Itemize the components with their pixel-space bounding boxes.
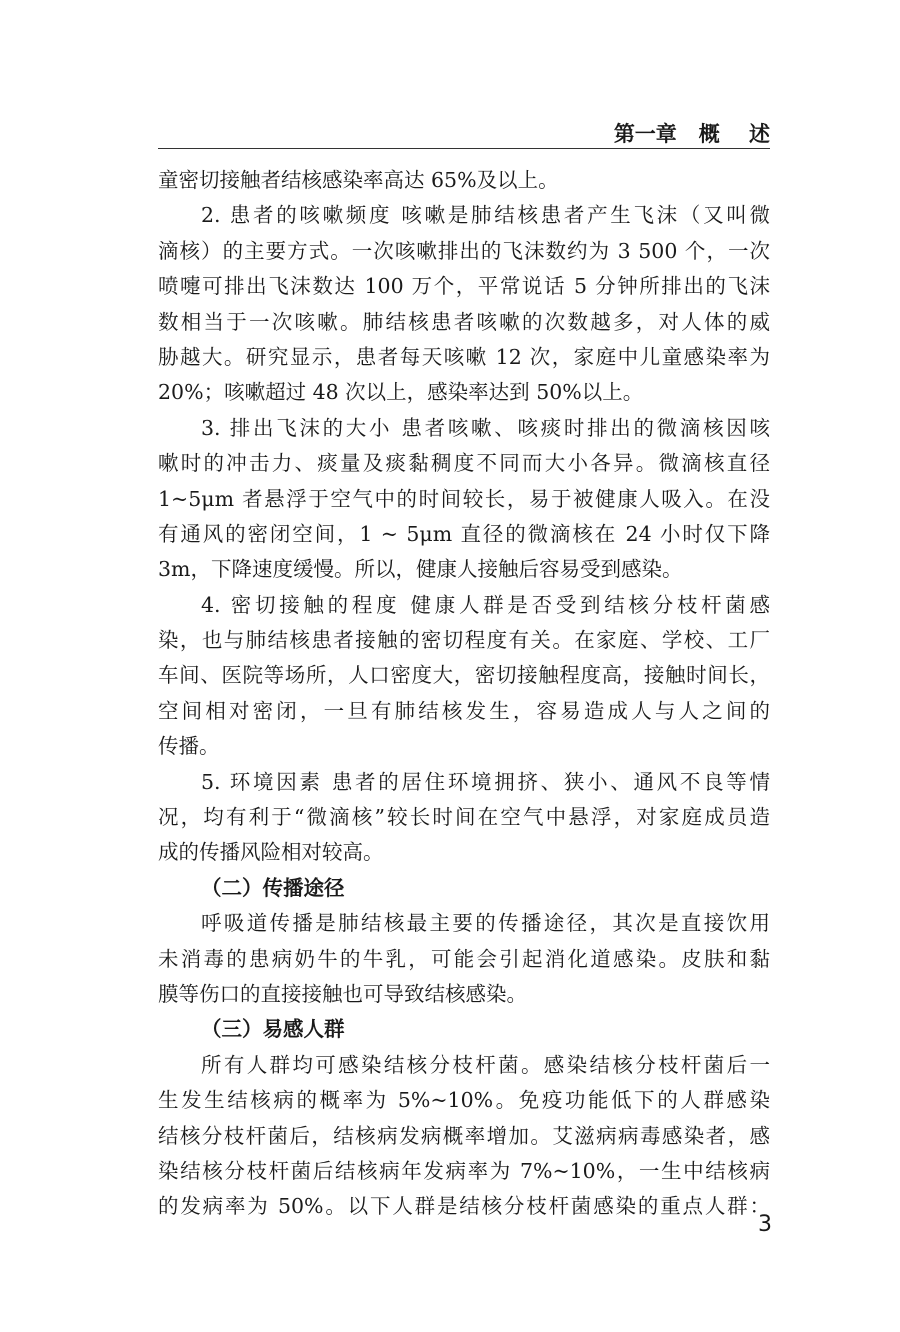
text-line: 有通风的密闭空间，1 ~ 5μm 直径的微滴核在 24 小时仅下降 — [158, 521, 770, 546]
running-header — [158, 112, 770, 149]
text-line: 的发病率为 50%。以下人群是结核分枝杆菌感染的重点人群： — [158, 1194, 770, 1219]
section-heading: （二）传播途径 — [201, 875, 345, 900]
text-line: 数相当于一次咳嗽。肺结核患者咳嗽的次数越多，对人体的威 — [158, 309, 770, 334]
text-line: 5. 环境因素 患者的居住环境拥挤、狭小、通风不良等情 — [201, 769, 770, 794]
text-line: 染，也与肺结核患者接触的密切程度有关。在家庭、学校、工厂 — [158, 628, 770, 653]
text-line: 4. 密切接触的程度 健康人群是否受到结核分枝杆菌感 — [201, 592, 770, 617]
text-line: 3. 排出飞沫的大小 患者咳嗽、咳痰时排出的微滴核因咳 — [201, 415, 770, 440]
text-line: 成的传播风险相对较高。 — [158, 840, 384, 865]
text-line: 车间、医院等场所，人口密度大，密切接触程度高，接触时间长， — [158, 663, 770, 688]
text-line: 2. 患者的咳嗽频度 咳嗽是肺结核患者产生飞沫（又叫微 — [201, 203, 770, 228]
text-line: 20%；咳嗽超过 48 次以上，感染率达到 50%以上。 — [158, 380, 644, 405]
text-line: 生发生结核病的概率为 5%~10%。免疫功能低下的人群感染 — [158, 1088, 770, 1113]
text-line: 呼吸道传播是肺结核最主要的传播途径，其次是直接饮用 — [201, 911, 770, 936]
text-line: 童密切接触者结核感染率高达 65%及以上。 — [158, 168, 559, 192]
text-line: 传播。 — [158, 734, 220, 759]
text-line: 嗽时的冲击力、痰量及痰黏稠度不同而大小各异。微滴核直径 — [158, 451, 770, 476]
section-heading: （三）易感人群 — [201, 1017, 345, 1042]
text-line: 未消毒的患病奶牛的牛乳，可能会引起消化道感染。皮肤和黏 — [158, 946, 770, 971]
text-line: 3m，下降速度缓慢。所以，健康人接触后容易受到感染。 — [158, 557, 683, 582]
chapter-title: 第一章 概 述 — [613, 122, 770, 146]
text-line: 胁越大。研究显示，患者每天咳嗽 12 次，家庭中儿童感染率为 — [158, 344, 770, 369]
text-line: 空间相对密闭，一旦有肺结核发生，容易造成人与人之间的 — [158, 698, 770, 723]
text-line: 1~5μm 者悬浮于空气中的时间较长，易于被健康人吸入。在没 — [158, 486, 770, 511]
text-line: 膜等伤口的直接接触也可导致结核感染。 — [158, 981, 527, 1006]
text-line: 所有人群均可感染结核分枝杆菌。感染结核分枝杆菌后一 — [201, 1052, 770, 1077]
text-line: 结核分枝杆菌后，结核病发病概率增加。艾滋病病毒感染者，感 — [158, 1123, 770, 1148]
text-line: 喷嚏可排出飞沫数达 100 万个，平常说话 5 分钟所排出的飞沫 — [158, 274, 770, 299]
text-line: 况，均有利于“微滴核”较长时间在空气中悬浮，对家庭成员造 — [158, 805, 770, 830]
body-text — [158, 163, 770, 1225]
text-line: 滴核）的主要方式。一次咳嗽排出的飞沫数约为 3 500 个，一次 — [158, 238, 770, 263]
text-line: 染结核分枝杆菌后结核病年发病率为 7%~10%，一生中结核病 — [158, 1158, 770, 1183]
page-number: 3 — [758, 1212, 772, 1237]
